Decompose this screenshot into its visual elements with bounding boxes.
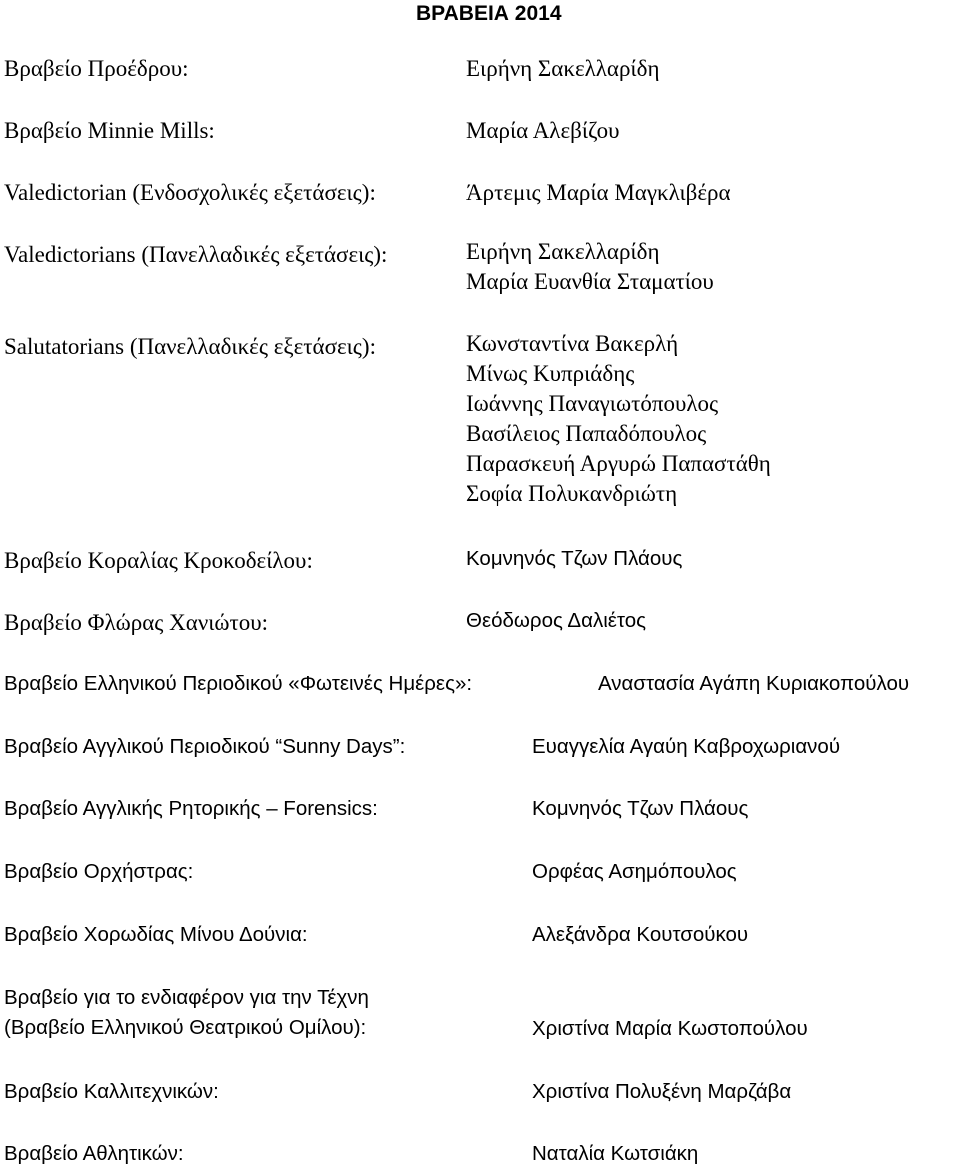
award-label-president: Βραβείο Προέδρου: [4,56,189,81]
award-label-koralia: Βραβείο Κοραλίας Κροκοδείλου: [4,548,313,573]
award-label-orchestra: Βραβείο Ορχήστρας: [4,860,194,883]
award-label-line: Βραβείο για το ενδιαφέρον για την Τέχνη [4,986,369,1009]
award-recipient: Ναταλία Κωτσιάκη [532,1142,699,1165]
award-recipient: Μαρία Ευανθία Σταματίου [466,269,714,294]
award-recipient: Μίνως Κυπριάδης [466,361,635,386]
award-recipient: Ορφέας Ασημόπουλος [532,860,737,883]
award-recipient: Σοφία Πολυκανδριώτη [466,481,678,506]
award-label-line: (Βραβείο Ελληνικού Θεατρικού Ομίλου): [4,1016,367,1039]
award-recipient: Χριστίνα Πολυξένη Μαρζάβα [532,1080,792,1103]
award-recipient: Βασίλειος Παπαδόπουλος [466,421,707,446]
award-recipient: Ευαγγελία Αγαύη Καβροχωριανού [532,735,841,758]
award-label-greek-magazine: Βραβείο Ελληνικού Περιοδικού «Φωτεινές Ημέρες»: [4,672,473,695]
award-recipient: Θεόδωρος Δαλιέτος [466,609,646,632]
award-label-salutatorians: Salutatorians (Πανελλαδικές εξετάσεις): [4,334,376,359]
award-recipient: Μαρία Αλεβίζου [466,118,620,143]
award-recipient: Αναστασία Αγάπη Κυριακοπούλου [598,672,910,695]
award-recipient: Χριστίνα Μαρία Κωστοπούλου [532,1017,808,1040]
award-recipient: Παρασκευή Αργυρώ Παπαστάθη [466,451,771,476]
award-recipient: Ιωάννης Παναγιωτόπουλος [466,391,719,416]
award-recipient: Κωνσταντίνα Βακερλή [466,331,679,356]
award-label-valedictorian-school: Valedictorian (Ενδοσχολικές εξετάσεις): [4,180,376,205]
award-recipients [466,237,714,297]
award-recipient: Κομνηνός Τζων Πλάους [466,547,683,570]
award-label-minnie-mills: Βραβείο Minnie Mills: [4,118,215,143]
award-label-english-magazine: Βραβείο Αγγλικού Περιοδικού “Sunny Days”: [4,735,406,758]
award-recipient: Άρτεμις Μαρία Μαγκλιβέρα [466,180,731,205]
page-title: ΒΡΑΒΕΙΑ 2014 [416,2,562,25]
award-recipient: Κομνηνός Τζων Πλάους [532,797,749,820]
award-label-fine-arts: Βραβείο Καλλιτεχνικών: [4,1080,219,1103]
award-label-forensics: Βραβείο Αγγλικής Ρητορικής – Forensics: [4,797,378,820]
award-label-valedictorians-national: Valedictorians (Πανελλαδικές εξετάσεις): [4,242,388,267]
award-recipients [466,329,771,509]
award-recipient: Αλεξάνδρα Κουτσούκου [532,923,749,946]
award-label-athletics: Βραβείο Αθλητικών: [4,1142,184,1165]
award-label-choir: Βραβείο Χορωδίας Μίνου Δούνια: [4,923,308,946]
award-label-flora: Βραβείο Φλώρας Χανιώτου: [4,610,269,635]
award-recipient: Ειρήνη Σακελλαρίδη [466,56,660,81]
award-recipient: Ειρήνη Σακελλαρίδη [466,239,660,264]
award-label-art-interest [4,983,369,1043]
